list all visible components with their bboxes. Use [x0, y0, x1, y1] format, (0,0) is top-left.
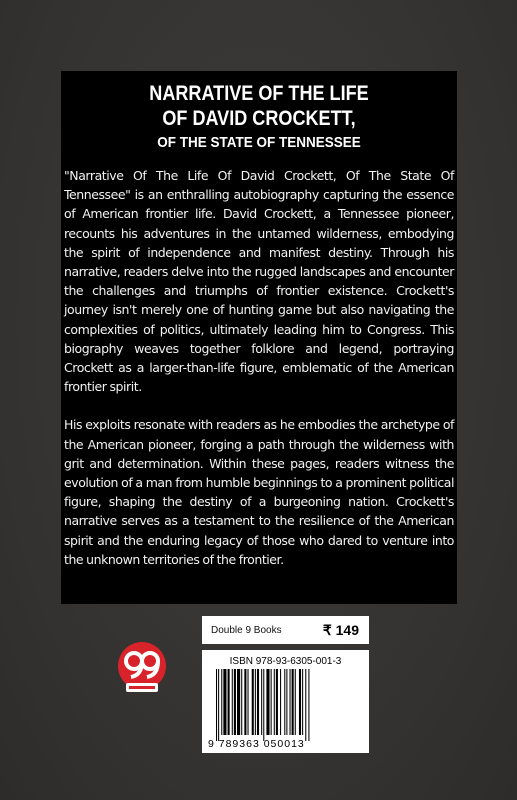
blurb-panel [61, 71, 457, 604]
blurb-paragraph-1: "Narrative Of The Life Of David Crockett, Of The State Of Tennessee" is an enthralling autobiography capturing the essence of American frontier life. David Crockett, a Tennessee pioneer, recounts his adventures in the untamed wilderness, embodying the spirit of independence and manifest destiny. Through his narrative, readers delve into the rugged landscapes and encounter the challenges and triumphs of frontier existence. Crockett's journey isn't merely one of hunting game but also navigating the complexities of politics, ultimately leading him to Congress. This biography weaves together folklore and legend, portraying Crockett as a larger-than-life figure, emblematic of the American frontier spirit. [64, 168, 454, 395]
blurb-paragraph-2: His exploits resonate with readers as he embodies the archetype of the American pioneer, forging a path through the wilderness with grit and determination. Within these pages, readers witness the evolution of a man from humble beginnings to a prominent political figure, shaping the destiny of a burgeoning nation. Crockett's narrative serves as a testament to the resilience of the American spirit and the enduring legacy of those who dared to venture into the unknown territories of the frontier. [64, 417, 454, 567]
isbn-barcode [202, 650, 369, 753]
title-line-1: NARRATIVE OF THE LIFE [149, 82, 369, 105]
publisher-name: Double 9 Books [211, 624, 282, 636]
price-value: ₹ 149 [322, 621, 359, 638]
barcode-bars [216, 669, 356, 741]
double9-books-logo-icon [117, 641, 167, 699]
title-line-3: OF THE STATE OF TENNESSEE [157, 134, 361, 151]
barcode-digits: 9 789363 050013 [208, 738, 305, 750]
title-line-2: OF DAVID CROCKETT, [162, 107, 356, 130]
book-title [64, 81, 454, 154]
isbn-label: ISBN 978-93-6305-001-3 [229, 656, 342, 667]
price-label [202, 616, 369, 644]
